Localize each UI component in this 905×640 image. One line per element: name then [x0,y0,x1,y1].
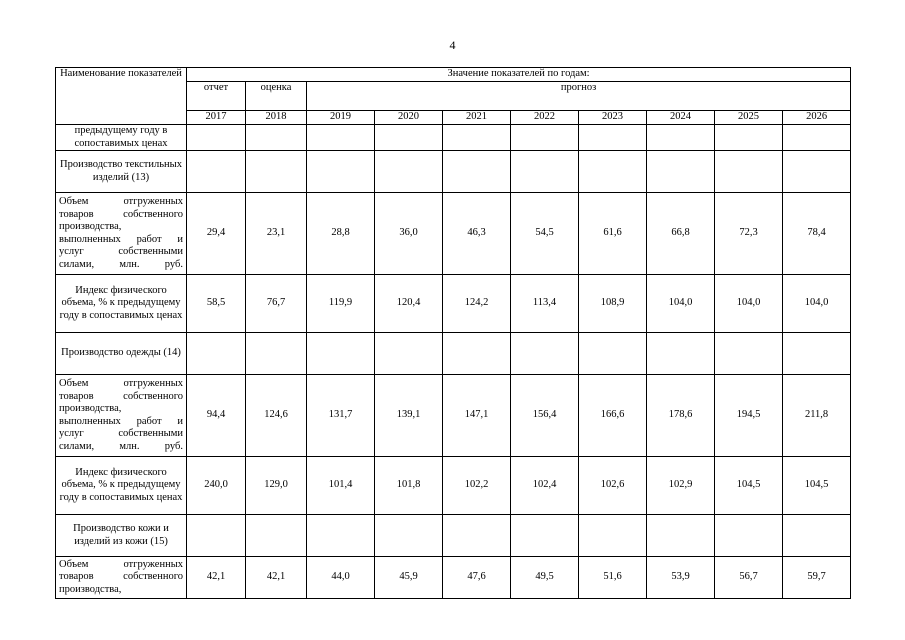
table-row [56,125,851,151]
value-cell [715,333,783,375]
value-cell: 54,5 [511,193,579,275]
value-cell: 113,4 [511,275,579,333]
value-cell: 102,4 [511,457,579,515]
value-cell: 131,7 [307,375,375,457]
value-cell [579,333,647,375]
value-cell [187,333,246,375]
value-cell: 104,0 [647,275,715,333]
value-cell [579,515,647,557]
value-cell [715,515,783,557]
value-cell [375,151,443,193]
indicator-label: Объем отгруженных товаров собственного производства, выполненных работ и услуг собственными силами, млн. руб. [56,375,187,457]
section-label: Производство одежды (14) [56,333,187,375]
table-body [56,125,851,599]
value-cell [783,333,851,375]
value-cell [375,333,443,375]
value-cell: 120,4 [375,275,443,333]
header-name-column: Наименование показателей [56,68,187,125]
header-year: 2026 [783,111,851,125]
value-cell [715,151,783,193]
value-cell: 108,9 [579,275,647,333]
header-year: 2020 [375,111,443,125]
value-cell [187,125,246,151]
value-cell [511,333,579,375]
value-cell [511,125,579,151]
section-label: Производство кожи и изделий из кожи (15) [56,515,187,557]
section-row [56,333,851,375]
value-cell: 166,6 [579,375,647,457]
value-cell: 178,6 [647,375,715,457]
value-cell [246,125,307,151]
header-year: 2023 [579,111,647,125]
value-cell: 211,8 [783,375,851,457]
value-cell: 119,9 [307,275,375,333]
table-row [56,275,851,333]
value-cell [375,515,443,557]
value-cell: 194,5 [715,375,783,457]
indicator-label: Индекс физического объема, % к предыдущему году в сопоставимых ценах [56,457,187,515]
value-cell: 23,1 [246,193,307,275]
value-cell [307,125,375,151]
value-cell [783,151,851,193]
value-cell: 101,8 [375,457,443,515]
value-cell [307,151,375,193]
value-cell: 124,6 [246,375,307,457]
table-row [56,557,851,599]
header-year: 2017 [187,111,246,125]
value-cell: 94,4 [187,375,246,457]
header-report: отчет [187,82,246,111]
page-number: 4 [449,38,456,52]
header-values-title: Значение показателей по годам: [187,68,851,82]
value-cell: 46,3 [443,193,511,275]
value-cell: 56,7 [715,557,783,599]
value-cell: 139,1 [375,375,443,457]
header-year: 2024 [647,111,715,125]
value-cell: 104,0 [783,275,851,333]
section-label: Производство текстильных изделий (13) [56,151,187,193]
section-row [56,515,851,557]
table-row [56,193,851,275]
table-header [56,68,851,125]
value-cell: 156,4 [511,375,579,457]
value-cell [511,515,579,557]
value-cell [647,125,715,151]
indicator-label: Объем отгруженных товаров собственного производства, [56,557,187,599]
value-cell [443,515,511,557]
value-cell [307,515,375,557]
value-cell: 129,0 [246,457,307,515]
value-cell: 44,0 [307,557,375,599]
value-cell: 104,0 [715,275,783,333]
value-cell [783,125,851,151]
value-cell: 72,3 [715,193,783,275]
value-cell: 102,9 [647,457,715,515]
value-cell [375,125,443,151]
value-cell: 102,2 [443,457,511,515]
header-year: 2018 [246,111,307,125]
header-year: 2025 [715,111,783,125]
value-cell [647,515,715,557]
value-cell: 61,6 [579,193,647,275]
value-cell [187,151,246,193]
value-cell [443,125,511,151]
header-forecast: прогноз [307,82,851,111]
value-cell: 51,6 [579,557,647,599]
value-cell: 66,8 [647,193,715,275]
indicators-table [55,67,851,599]
header-year: 2022 [511,111,579,125]
section-row [56,151,851,193]
value-cell [187,515,246,557]
value-cell: 76,7 [246,275,307,333]
value-cell [307,333,375,375]
value-cell [579,151,647,193]
value-cell: 240,0 [187,457,246,515]
value-cell [783,515,851,557]
value-cell: 45,9 [375,557,443,599]
value-cell: 53,9 [647,557,715,599]
indicator-label: Объем отгруженных товаров собственного производства, выполненных работ и услуг собственными силами, млн. руб. [56,193,187,275]
value-cell: 124,2 [443,275,511,333]
value-cell: 104,5 [715,457,783,515]
value-cell: 42,1 [246,557,307,599]
header-estimate: оценка [246,82,307,111]
value-cell: 42,1 [187,557,246,599]
value-cell [647,333,715,375]
header-year: 2019 [307,111,375,125]
value-cell: 147,1 [443,375,511,457]
value-cell: 104,5 [783,457,851,515]
table-row [56,457,851,515]
value-cell: 29,4 [187,193,246,275]
value-cell: 78,4 [783,193,851,275]
value-cell: 101,4 [307,457,375,515]
value-cell: 36,0 [375,193,443,275]
indicator-label: предыдущему году в сопоставимых ценах [56,125,187,151]
value-cell: 47,6 [443,557,511,599]
value-cell [246,151,307,193]
value-cell: 58,5 [187,275,246,333]
value-cell [443,333,511,375]
value-cell [511,151,579,193]
header-year: 2021 [443,111,511,125]
indicator-label: Индекс физического объема, % к предыдущему году в сопоставимых ценах [56,275,187,333]
value-cell: 102,6 [579,457,647,515]
value-cell [246,333,307,375]
value-cell: 49,5 [511,557,579,599]
value-cell [246,515,307,557]
table-row [56,375,851,457]
value-cell [443,151,511,193]
value-cell: 59,7 [783,557,851,599]
value-cell [579,125,647,151]
value-cell [715,125,783,151]
value-cell [647,151,715,193]
value-cell: 28,8 [307,193,375,275]
